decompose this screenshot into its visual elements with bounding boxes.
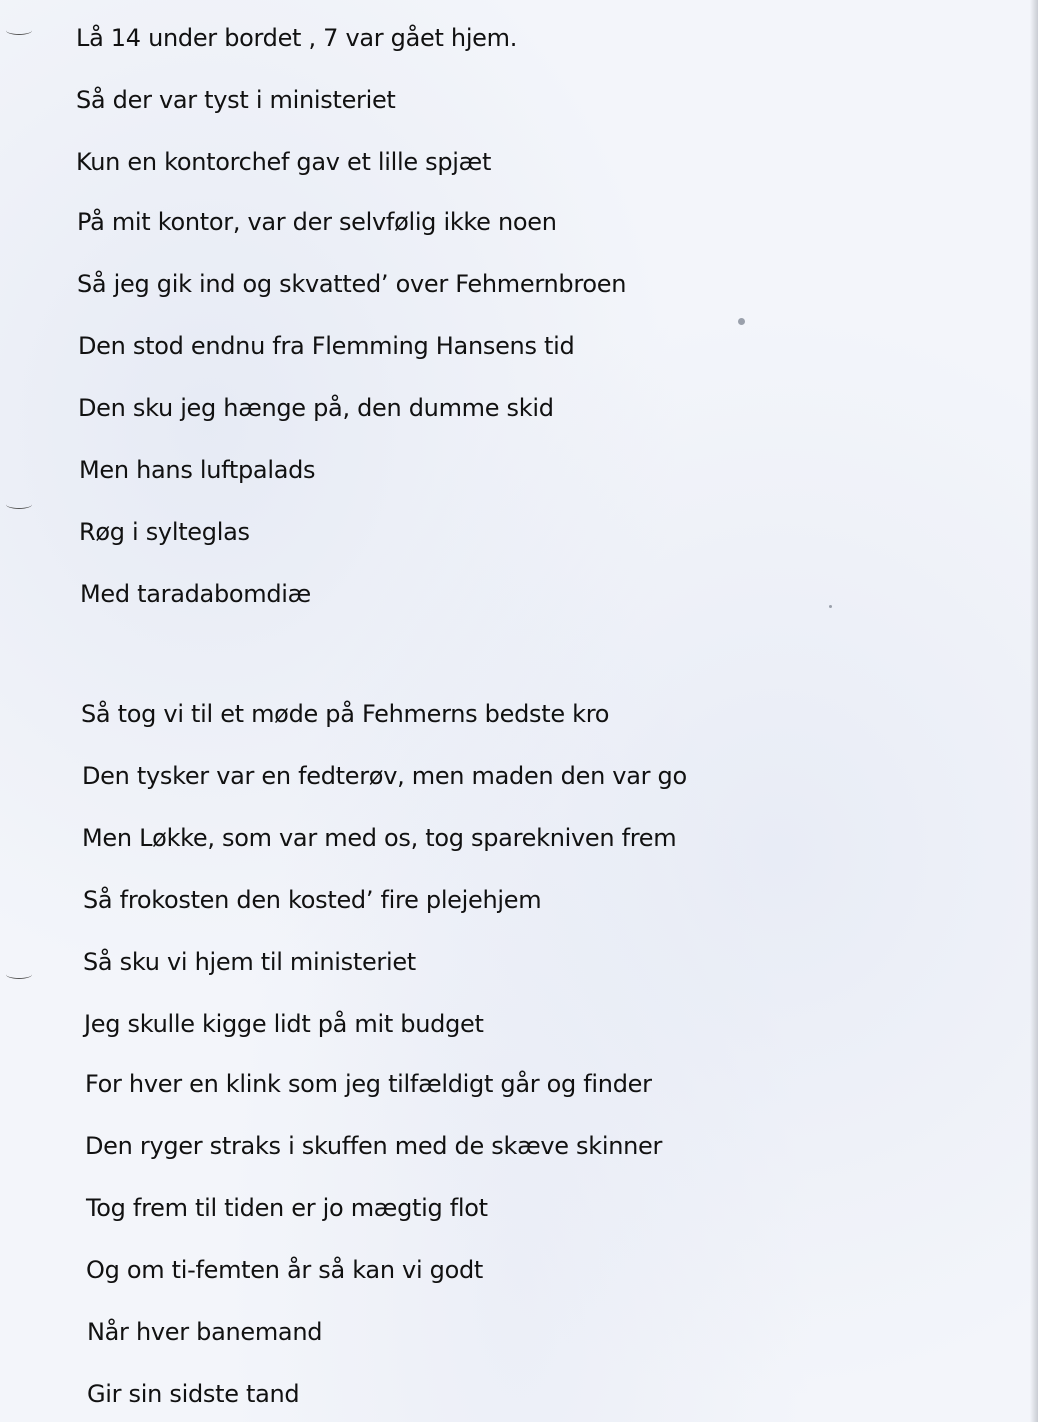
poem-line: Jeg skulle kigge lidt på mit budget xyxy=(84,1010,484,1038)
margin-mark xyxy=(6,26,32,35)
poem-line: Med taradabomdiæ xyxy=(80,580,311,608)
poem-line: Når hver banemand xyxy=(87,1318,323,1346)
paper-speck xyxy=(738,318,745,325)
page-edge-shadow xyxy=(1030,0,1038,1422)
poem-line: Og om ti-femten år så kan vi godt xyxy=(86,1256,484,1284)
poem-line: Røg i sylteglas xyxy=(79,518,250,546)
poem-line: På mit kontor, var der selvfølig ikke noen xyxy=(77,208,557,236)
poem-line: Så tog vi til et møde på Fehmerns bedste kro xyxy=(81,700,610,728)
poem-line: Den stod endnu fra Flemming Hansens tid xyxy=(78,332,575,360)
poem-line: Den ryger straks i skuffen med de skæve skinner xyxy=(85,1132,663,1160)
poem-line: Men hans luftpalads xyxy=(79,456,316,484)
poem-line: Så frokosten den kosted’ fire plejehjem xyxy=(83,886,542,914)
poem-line: Gir sin sidste tand xyxy=(87,1380,300,1408)
poem-line: Kun en kontorchef gav et lille spjæt xyxy=(76,148,492,176)
poem-line: Den tysker var en fedterøv, men maden den var go xyxy=(82,762,687,790)
poem-line: Lå 14 under bordet , 7 var gået hjem. xyxy=(76,24,518,52)
paper-speck xyxy=(829,605,832,608)
poem-line: Den sku jeg hænge på, den dumme skid xyxy=(78,394,554,422)
poem-line: Så der var tyst i ministeriet xyxy=(76,86,396,114)
poem-line: For hver en klink som jeg tilfældigt går og finder xyxy=(85,1070,652,1098)
poem-line: Så jeg gik ind og skvatted’ over Fehmernbroen xyxy=(77,270,627,298)
margin-mark xyxy=(6,500,32,509)
poem-line: Så sku vi hjem til ministeriet xyxy=(83,948,416,976)
margin-mark xyxy=(6,970,32,979)
poem-line: Tog frem til tiden er jo mægtig flot xyxy=(86,1194,488,1222)
poem-line: Men Løkke, som var med os, tog sparekniven frem xyxy=(82,824,677,852)
